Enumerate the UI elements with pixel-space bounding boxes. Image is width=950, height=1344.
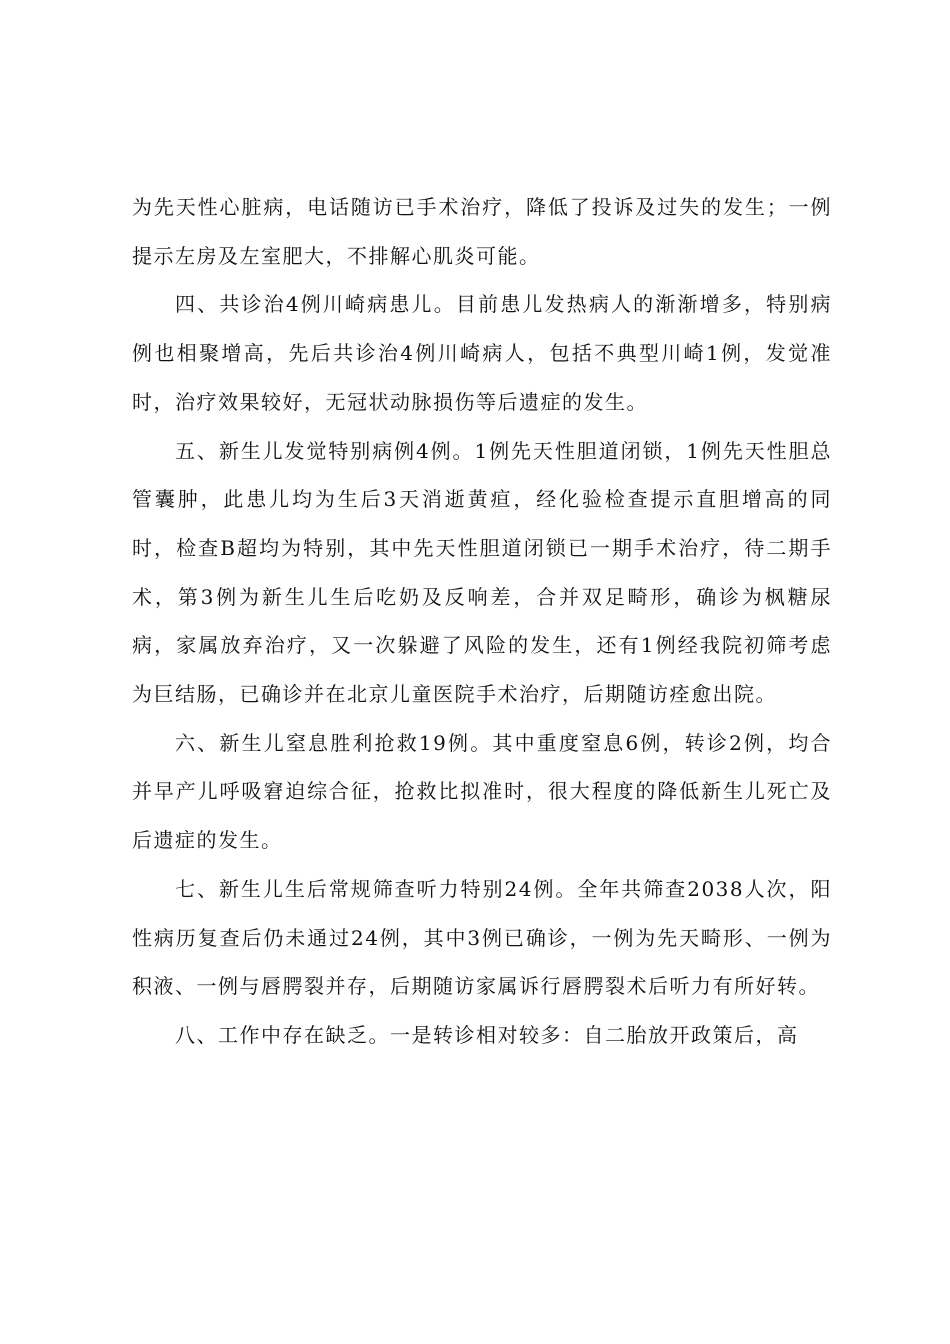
paragraph-section-7: 七、新生儿生后常规筛查听力特别24例。全年共筛查2038人次，阳性病历复查后仍未通过24例，其中3例已确诊，一例为先天畸形、一例为积液、一例与唇腭裂并存，后期随访家属诉行唇腭裂术后听力有所好转。	[132, 876, 832, 999]
paragraph-section-5: 五、新生儿发觉特别病例4例。1例先天性胆道闭锁，1例先天性胆总管囊肿，此患儿均为生后3天消逝黄疸，经化验检查提示直胆增高的同时，检查B超均为特别，其中先天性胆道闭锁已一期手术治疗，待二期手术，第3例为新生儿生后吃奶及反响差，合并双足畸形，确诊为枫糖尿病，家属放弃治疗，又一次躲避了风险的发生，还有1例经我院初筛考虑为巨结肠，已确诊并在北京儿童医院手术治疗，后期随访痊愈出院。	[132, 438, 832, 707]
paragraph-continuation: 为先天性心脏病，电话随访已手术治疗，降低了投诉及过失的发生；一例提示左房及左室肥大，不排解心肌炎可能。	[132, 195, 832, 268]
paragraph-section-4: 四、共诊治4例川崎病患儿。目前患儿发热病人的渐渐增多，特别病例也相聚增高，先后共诊治4例川崎病人，包括不典型川崎1例，发觉准时，治疗效果较好，无冠状动脉损伤等后遗症的发生。	[132, 292, 832, 414]
paragraph-section-8: 八、工作中存在缺乏。一是转诊相对较多：自二胎放开政策后，高	[175, 1022, 799, 1047]
paragraph-section-6: 六、新生儿窒息胜利抢救19例。其中重度窒息6例，转诊2例，均合并早产儿呼吸窘迫综合征，抢救比拟准时，很大程度的降低新生儿死亡及后遗症的发生。	[132, 730, 832, 853]
document-body	[132, 183, 832, 1060]
